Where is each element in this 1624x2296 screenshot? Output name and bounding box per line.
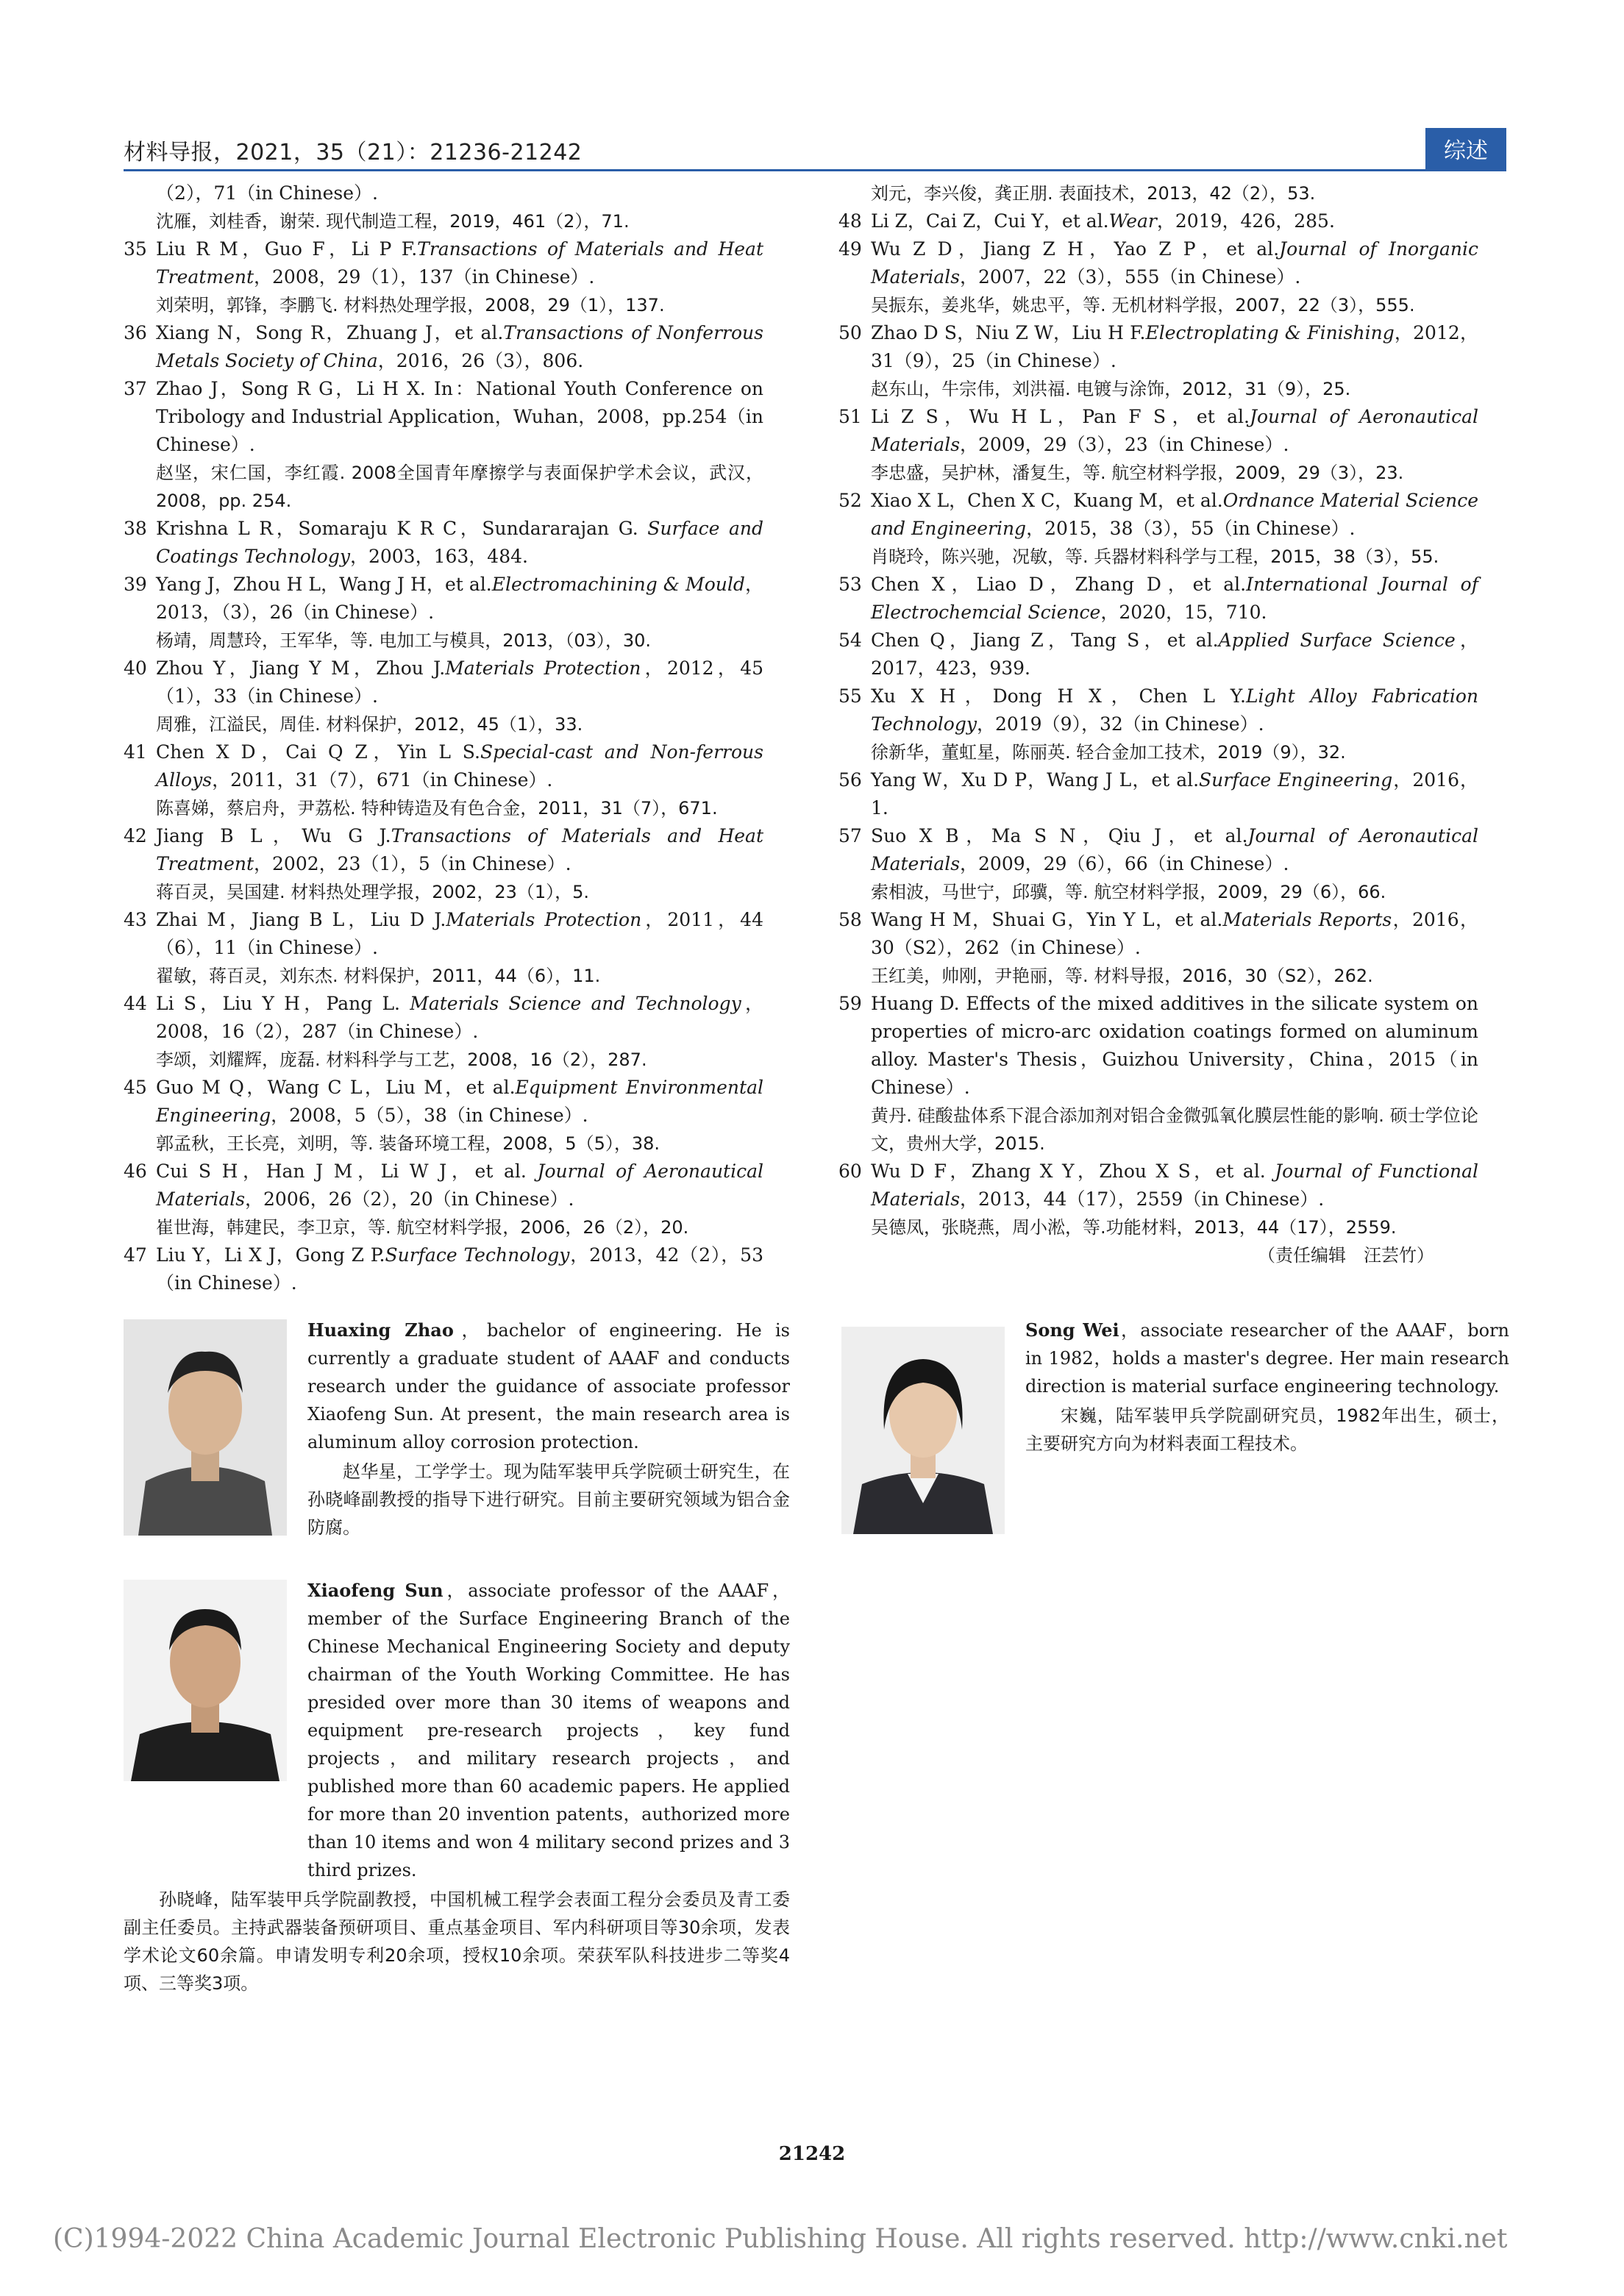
reference-item [838, 822, 1478, 906]
reference-number: 41 [124, 741, 147, 763]
reference-text: ，2020，15，710. [1100, 602, 1267, 623]
reference-text: Zhai M，Jiang B L，Liu D J. [156, 909, 446, 930]
reference-text: ，2002，23（1），5（in Chinese）. [254, 853, 571, 874]
reference-item [124, 822, 763, 906]
reference-source: Ordnance Material Science and Engineering [871, 490, 1478, 539]
reference-text: ，2016，30（S2），262（in Chinese）. [871, 909, 1479, 958]
reference-text: Krishna L R，Somaraju K R C，Sundararajan G. [156, 518, 648, 539]
reference-en [156, 1158, 763, 1213]
reference-en [156, 515, 763, 571]
author-bio-cn: 孙晓峰，陆军装甲兵学院副教授，中国机械工程学会表面工程分会委员及青工委副主任委员。主持武器装备预研项目、重点基金项目、军内科研项目等30余项，发表学术论文60余篇。申请发明专利20余项，授权10余项。荣获军队科技进步二等奖4项、三等奖3项。 [124, 1889, 790, 1994]
reference-source: Applied Surface Science [1218, 630, 1456, 651]
author-bio-en: ，associate researcher of the AAAF，born in 1982，holds a master's degree. Her main research direction is material surface engineering technology. [1025, 1320, 1509, 1397]
reference-text: Xiao X L，Chen X C，Kuang M，et al. [871, 490, 1223, 511]
author-name: Huaxing Zhao [307, 1319, 454, 1341]
reference-en [156, 1074, 763, 1130]
reference-source: Transactions of Materials and Heat Treatment [156, 238, 763, 288]
reference-cn: 王红美，帅刚，尹艳丽，等. 材料导报，2016，30（S2），262. [871, 966, 1373, 986]
reference-item [838, 571, 1478, 627]
reference-text: ，2017，423，939. [871, 630, 1478, 679]
reference-number: 51 [838, 406, 862, 427]
author-bio-cn: 赵华星，工学学士。现为陆军装甲兵学院硕士研究生，在孙晓峰副教授的指导下进行研究。目前主要研究领域为铝合金防腐。 [307, 1461, 790, 1538]
reference-source: Wear [1108, 210, 1157, 232]
reference-number: 50 [838, 322, 862, 343]
reference-en [871, 990, 1478, 1102]
reference-number: 49 [838, 238, 862, 260]
author-name: Xiaofeng Sun [307, 1580, 444, 1601]
reference-item [838, 990, 1478, 1158]
reference-body [871, 571, 1478, 627]
reference-item [124, 1158, 763, 1241]
copyright-footer: (C)1994-2022 China Academic Journal Electronic Publishing House. All rights reserved. http://www.cnki.net [53, 2224, 1508, 2254]
reference-number: 45 [124, 1077, 147, 1098]
reference-en [156, 655, 763, 710]
reference-en [156, 990, 763, 1046]
reference-body [156, 990, 763, 1074]
reference-source: Materials Science and Technology [410, 993, 741, 1014]
page-header [124, 125, 1506, 171]
reference-source: Materials Protection [445, 657, 641, 679]
reference-number: 46 [124, 1161, 147, 1182]
reference-cn: 刘元，李兴俊，龚正朋. 表面技术，2013，42（2），53. [871, 183, 1316, 204]
reference-number: 36 [124, 322, 147, 343]
reference-text: ，2013，44（17），2559（in Chinese）. [960, 1188, 1325, 1210]
reference-item [124, 179, 763, 235]
author-bio-zhao [307, 1316, 790, 1541]
reference-body [871, 1158, 1478, 1241]
reference-text: Cui S H，Han J M，Li W J，et al. [156, 1161, 538, 1182]
reference-text: Liu R M，Guo F，Li P F. [156, 238, 418, 260]
reference-source: Journal of Aeronautical Materials [871, 406, 1478, 455]
reference-number: 44 [124, 993, 147, 1014]
reference-item [124, 319, 763, 375]
reference-text: ，2012，31（9），25（in Chinese）. [871, 322, 1479, 371]
reference-text: ，2008，5（5），38（in Chinese）. [271, 1105, 588, 1126]
reference-en [871, 207, 1478, 235]
reference-number: 37 [124, 378, 147, 399]
reference-item [838, 766, 1478, 822]
references-left-column [124, 179, 763, 1297]
reference-cn: 李忠盛，吴护林，潘复生，等. 航空材料学报，2009，29（3），23. [871, 463, 1404, 483]
reference-body [156, 571, 763, 655]
reference-text: Liu Y，Li X J，Gong Z P. [156, 1244, 385, 1266]
author-name: Song Wei [1025, 1319, 1119, 1341]
reference-source: Materials Reports [1222, 909, 1392, 930]
reference-number: 60 [838, 1161, 862, 1182]
reference-source: Journal of Aeronautical Materials [871, 825, 1479, 874]
reference-cn: 杨靖，周慧玲，王军华，等. 电加工与模具，2013，（03），30. [156, 630, 652, 651]
reference-en [156, 1241, 763, 1297]
reference-en [871, 822, 1478, 878]
reference-text: Xiang N，Song R，Zhuang J，et al. [156, 322, 504, 343]
reference-cn: 蒋百灵，吴国建. 材料热处理学报，2002，23（1），5. [156, 882, 590, 902]
reference-body [156, 738, 763, 822]
page-number: 21242 [778, 2143, 846, 2165]
reference-source: Equipment Environmental Engineering [156, 1077, 763, 1126]
reference-text: Li S，Liu Y H，Pang L. [156, 993, 410, 1014]
reference-text: Wu D F，Zhang X Y，Zhou X S，et al. [871, 1161, 1275, 1182]
references-right-column [838, 179, 1478, 1269]
reference-text: Zhao J，Song R G，Li H X. In：National Youth Conference on Tribology and Industrial Application，Wuhan，2008，pp.254（in Chinese）. [156, 378, 763, 455]
reference-text: ，2012，45（1），33（in Chinese）. [156, 657, 764, 707]
reference-text: Jiang B L，Wu G J. [156, 825, 391, 846]
reference-text: Guo M Q，Wang C L，Liu M，et al. [156, 1077, 516, 1098]
reference-number [838, 179, 871, 207]
reference-text: Chen X，Liao D，Zhang D，et al. [871, 574, 1247, 595]
reference-text: Yang W，Xu D P，Wang J L，et al. [871, 769, 1200, 791]
reference-number: 55 [838, 685, 862, 707]
reference-item [124, 990, 763, 1074]
reference-text: ，2008，29（1），137（in Chinese）. [254, 266, 595, 288]
reference-body [871, 319, 1478, 403]
reference-text: Zhou Y，Jiang Y M，Zhou J. [156, 657, 446, 679]
reference-text: ，2008，16（2），287（in Chinese）. [156, 993, 763, 1042]
reference-en [871, 487, 1478, 543]
reference-cn: 吴德凤，张晓燕，周小淞，等.功能材料，2013，44（17），2559. [871, 1217, 1397, 1238]
reference-cn: 沈雁，刘桂香，谢荣. 现代制造工程，2019，461（2），71. [156, 211, 630, 232]
reference-en [871, 403, 1478, 459]
author-photo-wei [841, 1327, 1005, 1534]
reference-body [871, 487, 1478, 571]
reference-text: Li Z，Cai Z，Cui Y，et al. [871, 210, 1109, 232]
reference-item [124, 1241, 763, 1297]
reference-item [838, 179, 1478, 207]
reference-source: Light Alloy Fabrication Technology [871, 685, 1479, 735]
reference-source: Journal of Aeronautical Materials [156, 1161, 763, 1210]
reference-number: 39 [124, 574, 147, 595]
reference-text: ，2019（9），32（in Chinese）. [976, 713, 1264, 735]
reference-source: Transactions of Materials and Heat Treatment [156, 825, 763, 874]
reference-text: Chen X D，Cai Q Z，Yin L S. [156, 741, 480, 763]
reference-source: Electroplating & Finishing [1145, 322, 1395, 343]
journal-citation: 材料导报，2021，35（21）：21236-21242 [124, 140, 583, 165]
reference-cn: 崔世海，韩建民，李卫京，等. 航空材料学报，2006，26（2），20. [156, 1217, 689, 1238]
reference-text: ，2009，29（3），23（in Chinese）. [960, 434, 1289, 455]
reference-text: ，2015，38（3），55（in Chinese）. [1026, 518, 1356, 539]
reference-number: 43 [124, 909, 147, 930]
reference-en [156, 906, 763, 962]
reference-source: Surface and Coatings Technology [156, 518, 764, 567]
reference-text: ，2011，44（6），11（in Chinese）. [156, 909, 763, 958]
reference-item [838, 1158, 1478, 1241]
reference-item [124, 571, 763, 655]
reference-body [871, 766, 1478, 822]
reference-number: 57 [838, 825, 862, 846]
reference-item [124, 515, 763, 571]
author-bio-sun-wrap [124, 1577, 790, 1884]
reference-source: International Journal of Electrochemcial Science [871, 574, 1478, 623]
reference-cn: 黄丹. 硅酸盐体系下混合添加剂对铝合金微弧氧化膜层性能的影响. 硕士学位论文，贵州大学，2015. [871, 1105, 1478, 1154]
reference-en [156, 179, 763, 207]
reference-en [871, 571, 1478, 627]
reference-body [156, 1074, 763, 1158]
reference-text: ，2013，42（2），53（in Chinese）. [156, 1244, 763, 1294]
reference-text: ，2011，31（7），671（in Chinese）. [212, 769, 553, 791]
reference-item [838, 319, 1478, 403]
reference-body [156, 655, 763, 738]
reference-number: 53 [838, 574, 862, 595]
reference-source: Electromachining & Mould [491, 574, 745, 595]
responsible-editor: （责任编辑 汪芸竹） [1258, 1245, 1434, 1266]
reference-number: 42 [124, 825, 147, 846]
reference-text: Yang J，Zhou H L，Wang J H，et al. [156, 574, 492, 595]
reference-body [871, 627, 1478, 682]
reference-en [156, 738, 763, 794]
reference-cn: 郭孟秋，王长亮，刘明，等. 装备环境工程，2008，5（5），38. [156, 1133, 660, 1154]
reference-item [838, 627, 1478, 682]
reference-item [838, 207, 1478, 235]
reference-text: ，2013，（3），26（in Chinese）. [156, 574, 763, 623]
reference-item [124, 906, 763, 990]
reference-cn: 李颂，刘耀辉，庞磊. 材料科学与工艺，2008，16（2），287. [156, 1049, 647, 1070]
reference-body [156, 515, 763, 571]
reference-cn: 赵坚，宋仁国，李红霞. 2008全国青年摩擦学与表面保护学术会议，武汉，2008，pp. 254. [156, 463, 763, 511]
reference-body [156, 319, 763, 375]
reference-body [871, 990, 1478, 1158]
reference-en [871, 906, 1478, 962]
reference-text: Wang H M，Shuai G，Yin Y L，et al. [871, 909, 1223, 930]
reference-text: Chen Q，Jiang Z，Tang S，et al. [871, 630, 1219, 651]
reference-cn: 翟敏，蒋百灵，刘东杰. 材料保护，2011，44（6），11. [156, 966, 601, 986]
reference-body [871, 207, 1478, 235]
author-bio-cn: 宋巍，陆军装甲兵学院副研究员，1982年出生，硕士，主要研究方向为材料表面工程技术。 [1025, 1405, 1509, 1454]
reference-number: 40 [124, 657, 147, 679]
reference-text: Li Z S，Wu H L，Pan F S，et al. [871, 406, 1250, 427]
reference-en [156, 571, 763, 627]
author-bio-sun [124, 1577, 790, 1997]
reference-text: Xu X H，Dong H X，Chen L Y. [871, 685, 1246, 707]
reference-cn: 索相波，马世宁，邱骥，等. 航空材料学报，2009，29（6），66. [871, 882, 1386, 902]
reference-cn: 徐新华，董虹星，陈丽英. 轻合金加工技术，2019（9），32. [871, 742, 1346, 763]
reference-item [124, 1074, 763, 1158]
reference-number: 48 [838, 210, 862, 232]
reference-item [838, 906, 1478, 990]
reference-en [871, 627, 1478, 682]
reference-number: 35 [124, 238, 147, 260]
author-bio-wei [1025, 1316, 1509, 1458]
reference-text: Zhao D S，Niu Z W，Liu H F. [871, 322, 1146, 343]
reference-body [156, 1158, 763, 1241]
reference-source: Surface Engineering [1199, 769, 1393, 791]
reference-body [156, 906, 763, 990]
reference-number: 47 [124, 1244, 147, 1266]
reference-body [871, 822, 1478, 906]
reference-text: ，2009，29（6），66（in Chinese）. [960, 853, 1289, 874]
reference-item [838, 403, 1478, 487]
author-bio-en: ，associate professor of the AAAF，member of the Surface Engineering Branch of the Chinese Mechanical Engineering Society and deputy chairman of the Youth Working Committee. He has presided over more than 30 items of weapons and equipment pre-research projects，key fund projects，and military research projects，and published more than 60 academic papers. He applied for more than 20 invention patents，authorized more than 10 items and won 4 military second prizes and 3 third prizes. [307, 1580, 790, 1880]
reference-number: 52 [838, 490, 862, 511]
reference-body [156, 179, 763, 235]
reference-en [871, 766, 1478, 822]
reference-text: ，2016，1. [871, 769, 1479, 819]
reference-cn: 吴振东，姜兆华，姚忠平，等. 无机材料学报，2007，22（3），555. [871, 295, 1415, 315]
reference-en [871, 682, 1478, 738]
reference-item [124, 655, 763, 738]
reference-source: Transactions of Nonferrous Metals Society of China [156, 322, 763, 371]
reference-body [871, 682, 1478, 766]
reference-number: 56 [838, 769, 862, 791]
reference-text: Suo X B，Ma S N，Qiu J，et al. [871, 825, 1248, 846]
reference-number: 58 [838, 909, 862, 930]
author-photo-zhao [124, 1319, 287, 1536]
reference-en [156, 319, 763, 375]
reference-source: Journal of Inorganic Materials [871, 238, 1478, 288]
reference-source: Special-cast and Non-ferrous Alloys [156, 741, 763, 791]
reference-en [156, 375, 763, 459]
reference-text: ，2019，426，285. [1156, 210, 1335, 232]
reference-text: ，2016，26（3），806. [377, 350, 584, 371]
reference-item [124, 235, 763, 319]
reference-cn: 刘荣明，郭锋，李鹏飞. 材料热处理学报，2008，29（1），137. [156, 295, 665, 315]
reference-body [871, 403, 1478, 487]
reference-cn: 周雅，江溢民，周佳. 材料保护，2012，45（1），33. [156, 714, 583, 735]
reference-body [871, 235, 1478, 319]
reference-body [156, 1241, 763, 1297]
reference-source: Surface Technology [385, 1244, 570, 1266]
reference-text: ，2006，26（2），20（in Chinese）. [245, 1188, 574, 1210]
section-tag: 综述 [1425, 128, 1506, 169]
reference-en [156, 822, 763, 878]
reference-body [871, 179, 1478, 207]
reference-source: Materials Protection [446, 909, 642, 930]
reference-number: 38 [124, 518, 147, 539]
reference-en [871, 319, 1478, 375]
reference-cn: 陈喜娣，蔡启舟，尹荔松. 特种铸造及有色合金，2011，31（7），671. [156, 798, 718, 819]
reference-en [871, 1158, 1478, 1213]
reference-number: 59 [838, 993, 862, 1014]
reference-number [124, 179, 156, 235]
reference-cn: 肖晓玲，陈兴驰，况敏，等. 兵器材料科学与工程，2015，38（3），55. [871, 546, 1439, 567]
reference-item [124, 738, 763, 822]
reference-text: ，2007，22（3），555（in Chinese）. [960, 266, 1301, 288]
reference-cn: 赵东山，牛宗伟，刘洪福. 电镀与涂饰，2012，31（9），25. [871, 379, 1351, 399]
reference-text: （2），71（in Chinese）. [156, 182, 378, 204]
reference-en [156, 235, 763, 291]
reference-number: 54 [838, 630, 862, 651]
reference-text: Huang D. Effects of the mixed additives in the silicate system on properties of micro-arc oxidation coatings formed on aluminum alloy. Master's Thesis，Guizhou University，China，2015（in Chinese）. [871, 993, 1478, 1098]
reference-source: Journal of Functional Materials [871, 1161, 1478, 1210]
reference-en [871, 235, 1478, 291]
reference-body [156, 375, 763, 515]
reference-item [838, 682, 1478, 766]
reference-body [871, 906, 1478, 990]
reference-item [838, 487, 1478, 571]
reference-text: ，2003，163，484. [349, 546, 528, 567]
reference-text: Wu Z D，Jiang Z H，Yao Z P，et al. [871, 238, 1280, 260]
reference-item [838, 235, 1478, 319]
reference-body [156, 822, 763, 906]
author-bio-en: ，bachelor of engineering. He is currently a graduate student of AAAF and conducts research under the guidance of associate professor Xiaofeng Sun. At present，the main research area is aluminum alloy corrosion protection. [307, 1320, 790, 1452]
reference-body [156, 235, 763, 319]
reference-item [124, 375, 763, 515]
